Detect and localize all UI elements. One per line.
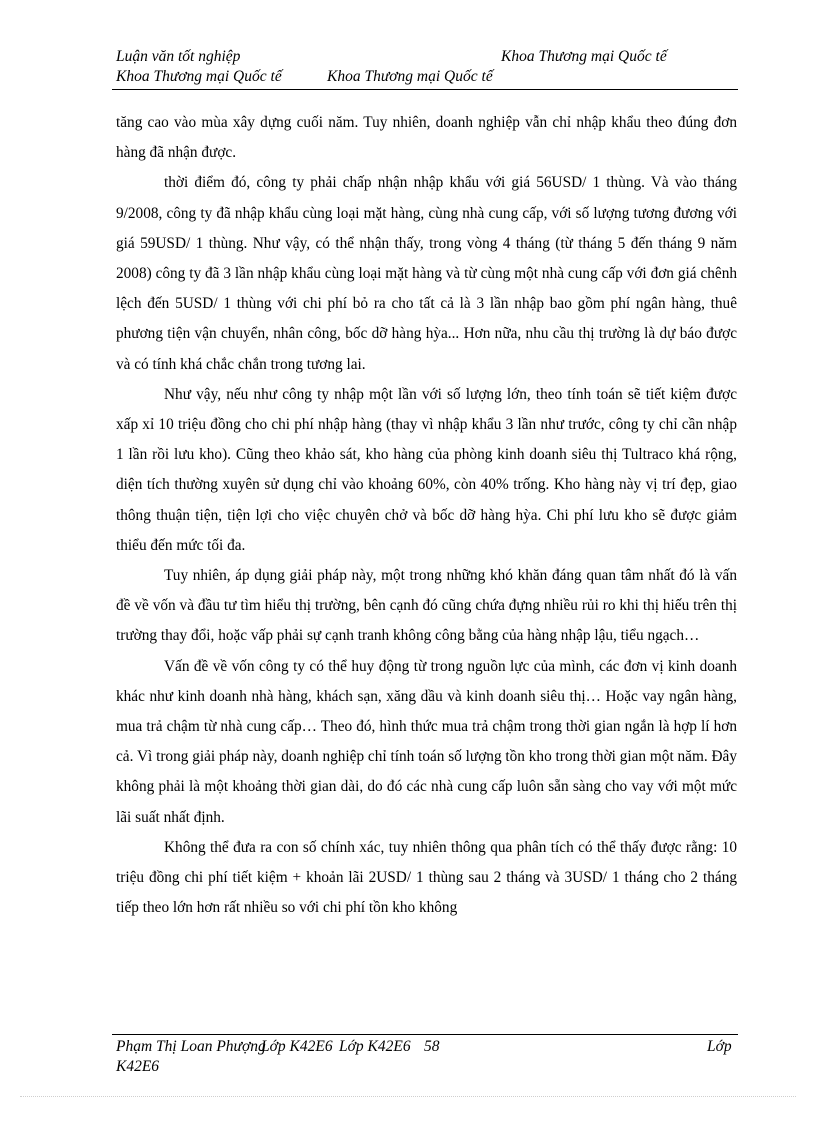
footer-class-3: Lớp [707, 1038, 732, 1055]
header-faculty-repeat-2: Khoa Thương mại Quốc tế [327, 68, 493, 85]
header-faculty: Khoa Thương mại Quốc tế [501, 48, 667, 65]
page-bottom-divider [20, 1096, 796, 1097]
header-faculty-repeat-1: Khoa Thương mại Quốc tế [116, 68, 282, 85]
paragraph: tăng cao vào mùa xây dựng cuối năm. Tuy nhiên, doanh nghiệp vẫn chỉ nhập khẩu theo đúng đơn hàng đã nhận được. [116, 114, 737, 162]
paragraph: Không thể đưa ra con số chính xác, tuy nhiên thông qua phân tích có thể thấy được rằng: 10 triệu đồng chi phí tiết kiệm + khoản lãi 2USD/ 1 thùng sau 2 tháng và 3USD/ 1 tháng cho 2 tháng tiếp theo lớn hơn rất nhiều so với chi phí tồn kho không [116, 838, 737, 917]
paragraph: Tuy nhiên, áp dụng giải pháp này, một trong những khó khăn đáng quan tâm nhất đó là vấn đề về vốn và đầu tư tìm hiểu thị trường, bên cạnh đó cũng chứa đựng nhiều rủi ro khi thị hiếu trên thị trường thay đổi, hoặc vấp phải sự cạnh tranh không công bằng của hàng nhập lậu, tiểu ngạch… [116, 567, 737, 645]
footer-author: Phạm Thị Loan Phượng [116, 1038, 266, 1055]
footer-rule [112, 1034, 738, 1035]
footer-page-number: 58 [424, 1038, 440, 1055]
paragraph: Như vậy, nếu như công ty nhập một lần với số lượng lớn, theo tính toán sẽ tiết kiệm được xấp xỉ 10 triệu đồng cho chi phí nhập hàng (thay vì nhập khẩu 3 lần như trước, công ty chỉ cần nhập 1 lần rồi lưu kho). Cũng theo khảo sát, kho hàng của phòng kinh doanh siêu thị Tultraco khá rộng, diện tích thường xuyên sử dụng chỉ vào khoảng 60%, còn 40% trống. Kho hàng này vị trí đẹp, giao thông thuận tiện, tiện lợi cho việc chuyên chở và bốc dỡ hàng hỳa. Chi phí lưu kho sẽ được giảm thiểu đến mức tối đa. [116, 385, 737, 554]
footer-class-1: Lớp K42E6 [261, 1038, 333, 1055]
footer-class-2: Lớp K42E6 [339, 1038, 411, 1055]
body-text [116, 108, 737, 923]
paragraph: Vấn đề về vốn công ty có thể huy động từ trong nguồn lực của mình, các đơn vị kinh doanh khác như kinh doanh nhà hàng, khách sạn, xăng dầu và kinh doanh siêu thị… Hoặc vay ngân hàng, mua trả chậm từ nhà cung cấp… Theo đó, hình thức mua trả chậm trong thời gian ngắn là hợp lí hơn cả. Vì trong giải pháp này, doanh nghiệp chỉ tính toán số lượng tồn kho trong thời gian một năm. Đây không phải là một khoảng thời gian dài, do đó các nhà cung cấp luôn sẵn sàng cho vay với một mức lãi suất nhất định. [116, 657, 737, 826]
header-rule [112, 89, 738, 90]
header-thesis-title: Luận văn tốt nghiệp [116, 48, 241, 65]
footer-class-3-cont: K42E6 [116, 1058, 160, 1075]
paragraph: thời điểm đó, công ty phải chấp nhận nhập khẩu với giá 56USD/ 1 thùng. Và vào tháng 9/2008, công ty đã nhập khẩu cùng loại mặt hàng, cùng nhà cung cấp, với số lượng tương đương với giá 59USD/ 1 thùng. Như vậy, có thể nhận thấy, trong vòng 4 tháng (từ tháng 5 đến tháng 9 năm 2008) công ty đã 3 lần nhập khẩu cùng loại mặt hàng và từ cùng một nhà cung cấp với đơn giá chênh lệch đến 5USD/ 1 thùng với chi phí bỏ ra cho tất cả là 3 lần nhập bao gồm phí ngân hàng, thuê phương tiện vận chuyển, nhân công, bốc dỡ hàng hỳa... Hơn nữa, nhu cầu thị trường là dự báo được và có tính khá chắc chắn trong tương lai. [116, 174, 737, 373]
